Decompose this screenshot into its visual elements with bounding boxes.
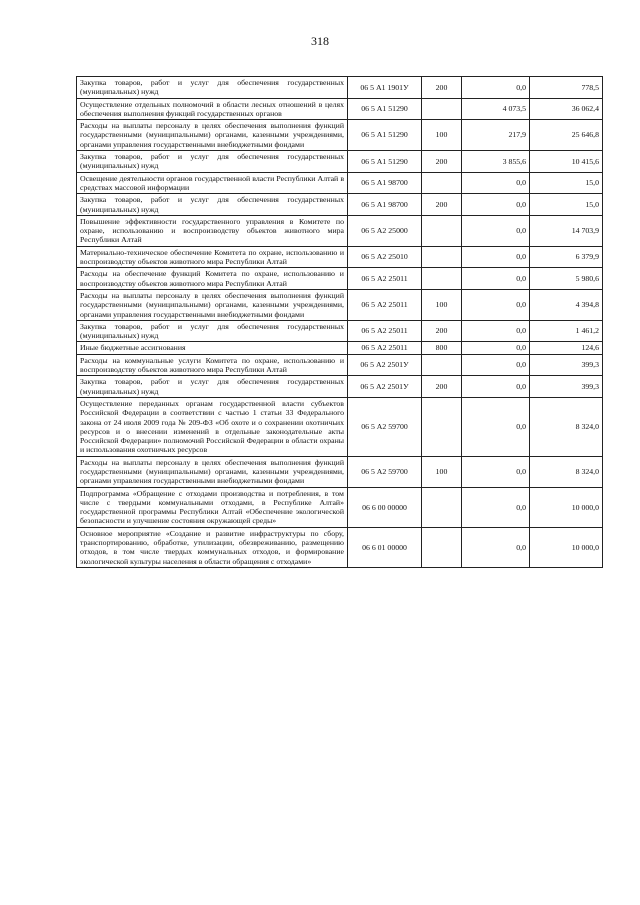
expense-name-cell: Закупка товаров, работ и услуг для обеспечения государственных (муниципальных) нужд	[77, 151, 348, 173]
expense-name-cell: Расходы на выплаты персоналу в целях обеспечения выполнения функций государственными (муниципальными) органами, казенными учреждениями, органами управления государственными внебюджетными фондами	[77, 120, 348, 151]
table-row	[77, 120, 603, 151]
amount-2-cell: 10 000,0	[530, 487, 603, 527]
target-code-cell: 06 5 А1 51290	[348, 151, 422, 173]
expense-type-cell: 200	[422, 376, 462, 398]
table-row	[77, 246, 603, 268]
table-row	[77, 98, 603, 120]
amount-1-cell: 0,0	[462, 354, 530, 376]
expense-name-cell: Материально-техническое обеспечение Комитета по охране, использованию и воспроизводству объектов животного мира Республики Алтай	[77, 246, 348, 268]
expense-type-cell	[422, 172, 462, 194]
target-code-cell: 06 5 А2 59700	[348, 397, 422, 456]
amount-1-cell: 0,0	[462, 215, 530, 246]
target-code-cell: 06 5 А1 51290	[348, 120, 422, 151]
target-code-cell: 06 5 А1 98700	[348, 194, 422, 216]
expense-name-cell: Иные бюджетные ассигнования	[77, 342, 348, 354]
amount-1-cell: 0,0	[462, 289, 530, 320]
amount-2-cell: 399,3	[530, 354, 603, 376]
amount-1-cell: 0,0	[462, 194, 530, 216]
table-row	[77, 320, 603, 342]
expense-type-cell	[422, 397, 462, 456]
expense-name-cell: Закупка товаров, работ и услуг для обеспечения государственных (муниципальных) нужд	[77, 77, 348, 99]
expense-name-cell: Осуществление отдельных полномочий в области лесных отношений в целях обеспечения выполнения функций государственных органов	[77, 98, 348, 120]
expense-name-cell: Осуществление переданных органам государственной власти субъектов Российской Федерации в соответствии с частью 1 статьи 33 Федерального закона от 24 июля 2009 года № 209-ФЗ «Об охоте и о сохранении охотничьих ресурсов и о внесении изменений в отдельные законодательные акты Российской Федерации» полномочий Российской Федерации в области охраны и использования охотничьих ресурсов	[77, 397, 348, 456]
target-code-cell: 06 5 А2 25010	[348, 246, 422, 268]
amount-2-cell: 8 324,0	[530, 456, 603, 487]
target-code-cell: 06 6 00 00000	[348, 487, 422, 527]
table-row	[77, 376, 603, 398]
expense-type-cell	[422, 268, 462, 290]
target-code-cell: 06 5 А2 25000	[348, 215, 422, 246]
expense-name-cell: Закупка товаров, работ и услуг для обеспечения государственных (муниципальных) нужд	[77, 376, 348, 398]
expense-type-cell: 200	[422, 194, 462, 216]
amount-1-cell: 0,0	[462, 487, 530, 527]
amount-1-cell: 3 855,6	[462, 151, 530, 173]
amount-2-cell: 10 000,0	[530, 527, 603, 567]
table-row	[77, 354, 603, 376]
table-row	[77, 215, 603, 246]
expense-type-cell: 200	[422, 151, 462, 173]
expense-name-cell: Освещение деятельности органов государственной власти Республики Алтай в средствах массовой информации	[77, 172, 348, 194]
amount-1-cell: 0,0	[462, 77, 530, 99]
target-code-cell: 06 5 А1 98700	[348, 172, 422, 194]
table-row	[77, 77, 603, 99]
expense-type-cell	[422, 98, 462, 120]
target-code-cell: 06 5 А2 25011	[348, 320, 422, 342]
target-code-cell: 06 5 А2 25011	[348, 289, 422, 320]
amount-1-cell: 0,0	[462, 268, 530, 290]
expense-type-cell: 200	[422, 320, 462, 342]
table-row	[77, 456, 603, 487]
expense-type-cell	[422, 354, 462, 376]
amount-2-cell: 399,3	[530, 376, 603, 398]
amount-2-cell: 778,5	[530, 77, 603, 99]
expense-type-cell	[422, 215, 462, 246]
table-row	[77, 194, 603, 216]
amount-2-cell: 10 415,6	[530, 151, 603, 173]
expense-type-cell: 200	[422, 77, 462, 99]
table-row	[77, 342, 603, 354]
table-row	[77, 151, 603, 173]
expense-name-cell: Основное мероприятие «Создание и развитие инфраструктуры по сбору, транспортированию, обработке, утилизации, обезвреживанию, размещению отходов, в том числе твердых коммунальных отходов, и формирование экологической культуры населения в области обращения с отходами»	[77, 527, 348, 567]
amount-2-cell: 36 062,4	[530, 98, 603, 120]
amount-1-cell: 0,0	[462, 342, 530, 354]
target-code-cell: 06 5 А2 59700	[348, 456, 422, 487]
amount-1-cell: 0,0	[462, 456, 530, 487]
budget-table	[76, 76, 603, 568]
target-code-cell: 06 6 01 00000	[348, 527, 422, 567]
expense-type-cell: 100	[422, 289, 462, 320]
amount-2-cell: 4 394,8	[530, 289, 603, 320]
expense-type-cell: 100	[422, 120, 462, 151]
table-row	[77, 527, 603, 567]
amount-1-cell: 0,0	[462, 527, 530, 567]
table-row	[77, 487, 603, 527]
target-code-cell: 06 5 А2 25011	[348, 268, 422, 290]
expense-name-cell: Подпрограмма «Обращение с отходами производства и потребления, в том числе с твердыми коммунальными отходами, в Республике Алтай» государственной программы Республики Алтай «Обеспечение экологической безопасности и улучшение состояния окружающей среды»	[77, 487, 348, 527]
target-code-cell: 06 5 А2 25011	[348, 342, 422, 354]
expense-name-cell: Расходы на обеспечение функций Комитета по охране, использованию и воспроизводству объектов животного мира Республики Алтай	[77, 268, 348, 290]
table-row	[77, 172, 603, 194]
expense-type-cell	[422, 487, 462, 527]
amount-1-cell: 0,0	[462, 246, 530, 268]
expense-name-cell: Закупка товаров, работ и услуг для обеспечения государственных (муниципальных) нужд	[77, 194, 348, 216]
amount-2-cell: 1 461,2	[530, 320, 603, 342]
expense-type-cell: 100	[422, 456, 462, 487]
amount-1-cell: 0,0	[462, 172, 530, 194]
target-code-cell: 06 5 А2 2501У	[348, 354, 422, 376]
amount-1-cell: 4 073,5	[462, 98, 530, 120]
table-row	[77, 289, 603, 320]
amount-2-cell: 15,0	[530, 172, 603, 194]
expense-name-cell: Повышение эффективности государственного управления в Комитете по охране, использованию и воспроизводству объектов животного мира Республики Алтай	[77, 215, 348, 246]
expense-name-cell: Закупка товаров, работ и услуг для обеспечения государственных (муниципальных) нужд	[77, 320, 348, 342]
expense-type-cell: 800	[422, 342, 462, 354]
amount-1-cell: 0,0	[462, 376, 530, 398]
amount-2-cell: 14 703,9	[530, 215, 603, 246]
page-number: 318	[311, 34, 329, 48]
amount-1-cell: 0,0	[462, 397, 530, 456]
expense-type-cell	[422, 246, 462, 268]
expense-name-cell: Расходы на выплаты персоналу в целях обеспечения выполнения функций государственными (муниципальными) органами, казенными учреждениями, органами управления государственными внебюджетными фондами	[77, 456, 348, 487]
expense-name-cell: Расходы на коммунальные услуги Комитета по охране, использованию и воспроизводству объектов животного мира Республики Алтай	[77, 354, 348, 376]
target-code-cell: 06 5 А1 1901У	[348, 77, 422, 99]
amount-2-cell: 6 379,9	[530, 246, 603, 268]
budget-table-body	[77, 77, 603, 568]
amount-1-cell: 0,0	[462, 320, 530, 342]
expense-type-cell	[422, 527, 462, 567]
expense-name-cell: Расходы на выплаты персоналу в целях обеспечения выполнения функций государственными (муниципальными) органами, казенными учреждениями, органами управления государственными внебюджетными фондами	[77, 289, 348, 320]
table-row	[77, 268, 603, 290]
amount-2-cell: 5 980,6	[530, 268, 603, 290]
target-code-cell: 06 5 А2 2501У	[348, 376, 422, 398]
amount-2-cell: 8 324,0	[530, 397, 603, 456]
amount-1-cell: 217,9	[462, 120, 530, 151]
amount-2-cell: 124,6	[530, 342, 603, 354]
amount-2-cell: 15,0	[530, 194, 603, 216]
table-row	[77, 397, 603, 456]
target-code-cell: 06 5 А1 51290	[348, 98, 422, 120]
amount-2-cell: 25 646,8	[530, 120, 603, 151]
